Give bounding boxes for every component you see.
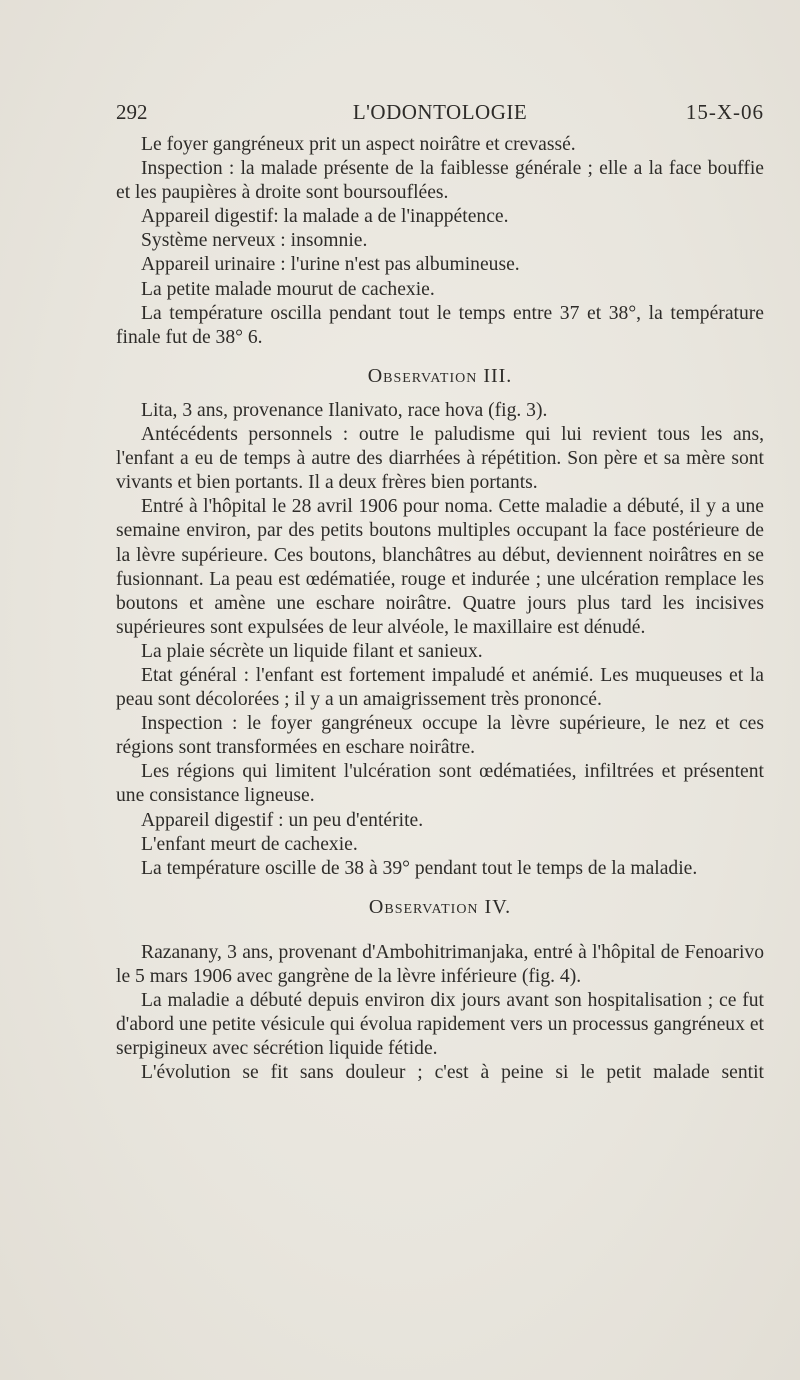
paragraph: La température oscille de 38 à 39° pendant tout le temps de la maladie.: [141, 857, 698, 879]
paragraph: Système nerveux : insomnie.: [141, 230, 368, 252]
paragraph: Etat général : l'enfant est fortement impaludé et anémié. Les muqueuses et la peau sont décolorées ; il y a un amaigrissement très prononcé.: [116, 664, 764, 711]
paragraph: La maladie a débuté depuis environ dix jours avant son hospitalisation ; ce fut d'abord une petite vésicule qui évolua rapidement vers un processus gangréneux et serpigineux avec sécrétion liquide fétide.: [116, 990, 764, 1060]
paragraph: Appareil urinaire : l'urine n'est pas albumineuse.: [141, 254, 520, 276]
paragraph: Inspection : le foyer gangréneux occupe la lèvre supérieure, le nez et ces régions sont transformées en eschare noirâtre.: [116, 713, 764, 759]
paragraph: Razanany, 3 ans, provenant d'Ambohitrimanjaka, entré à l'hôpital de Fenoarivo le 5 mars 1906 avec gangrène de la lèvre inférieure (fig. 4).: [116, 941, 764, 987]
journal-title: L'ODONTOLOGIE: [352, 100, 528, 124]
page-body: [116, 133, 764, 1085]
paragraph: L'enfant meurt de cachexie.: [141, 833, 358, 855]
paragraph: Le foyer gangréneux prit un aspect noirâtre et crevassé.: [141, 134, 576, 155]
paragraph: La plaie sécrète un liquide filant et sanieux.: [141, 640, 483, 662]
paragraph: L'évolution se fit sans douleur ; c'est à peine si le petit malade sentit: [141, 1062, 764, 1084]
paragraph: Antécédents personnels : outre le paludisme qui lui revient tous les ans, l'enfant a eu de temps à autre des diarrhées à répétition. Son père et sa mère sont vivants et bien portants. Il a deux frères bien portants.: [116, 424, 764, 494]
paragraph: Entré à l'hôpital le 28 avril 1906 pour noma. Cette maladie a débuté, il y a une semaine environ, par des petits boutons multiples occupant la face postérieure de la lèvre supérieure. Ces boutons, blanchâtres au début, deviennent noirâtres en se fusionnant. La peau est œdématiée, rouge et indurée ; une ulcération remplace les boutons et amène une eschare noirâtre. Quatre jours plus tard les incisives supérieures sont expulsées de leur alvéole, le maxillaire est dénudé.: [116, 496, 764, 638]
paragraph: Appareil digestif : un peu d'entérite.: [141, 809, 424, 831]
paragraph: Inspection : la malade présente de la faiblesse générale ; elle a la face bouffie et les paupières à droite sont boursouflées.: [116, 158, 764, 204]
issue-date: 15-X-06: [685, 100, 764, 124]
paragraph: Les régions qui limitent l'ulcération sont œdématiées, infiltrées et présentent une consistance ligneuse.: [116, 761, 764, 807]
section-heading: Observation III.: [367, 364, 513, 387]
paragraph: La température oscilla pendant tout le temps entre 37 et 38°, la température finale fut de 38° 6.: [116, 302, 764, 348]
paragraph: Lita, 3 ans, provenance Ilanivato, race hova (fig. 3).: [141, 399, 548, 421]
section-heading: Observation IV.: [368, 895, 512, 918]
page-number: 292: [116, 100, 148, 124]
paragraph: La petite malade mourut de cachexie.: [141, 278, 435, 300]
paragraph: Appareil digestif: la malade a de l'inappétence.: [141, 206, 509, 228]
running-header: [116, 100, 764, 128]
